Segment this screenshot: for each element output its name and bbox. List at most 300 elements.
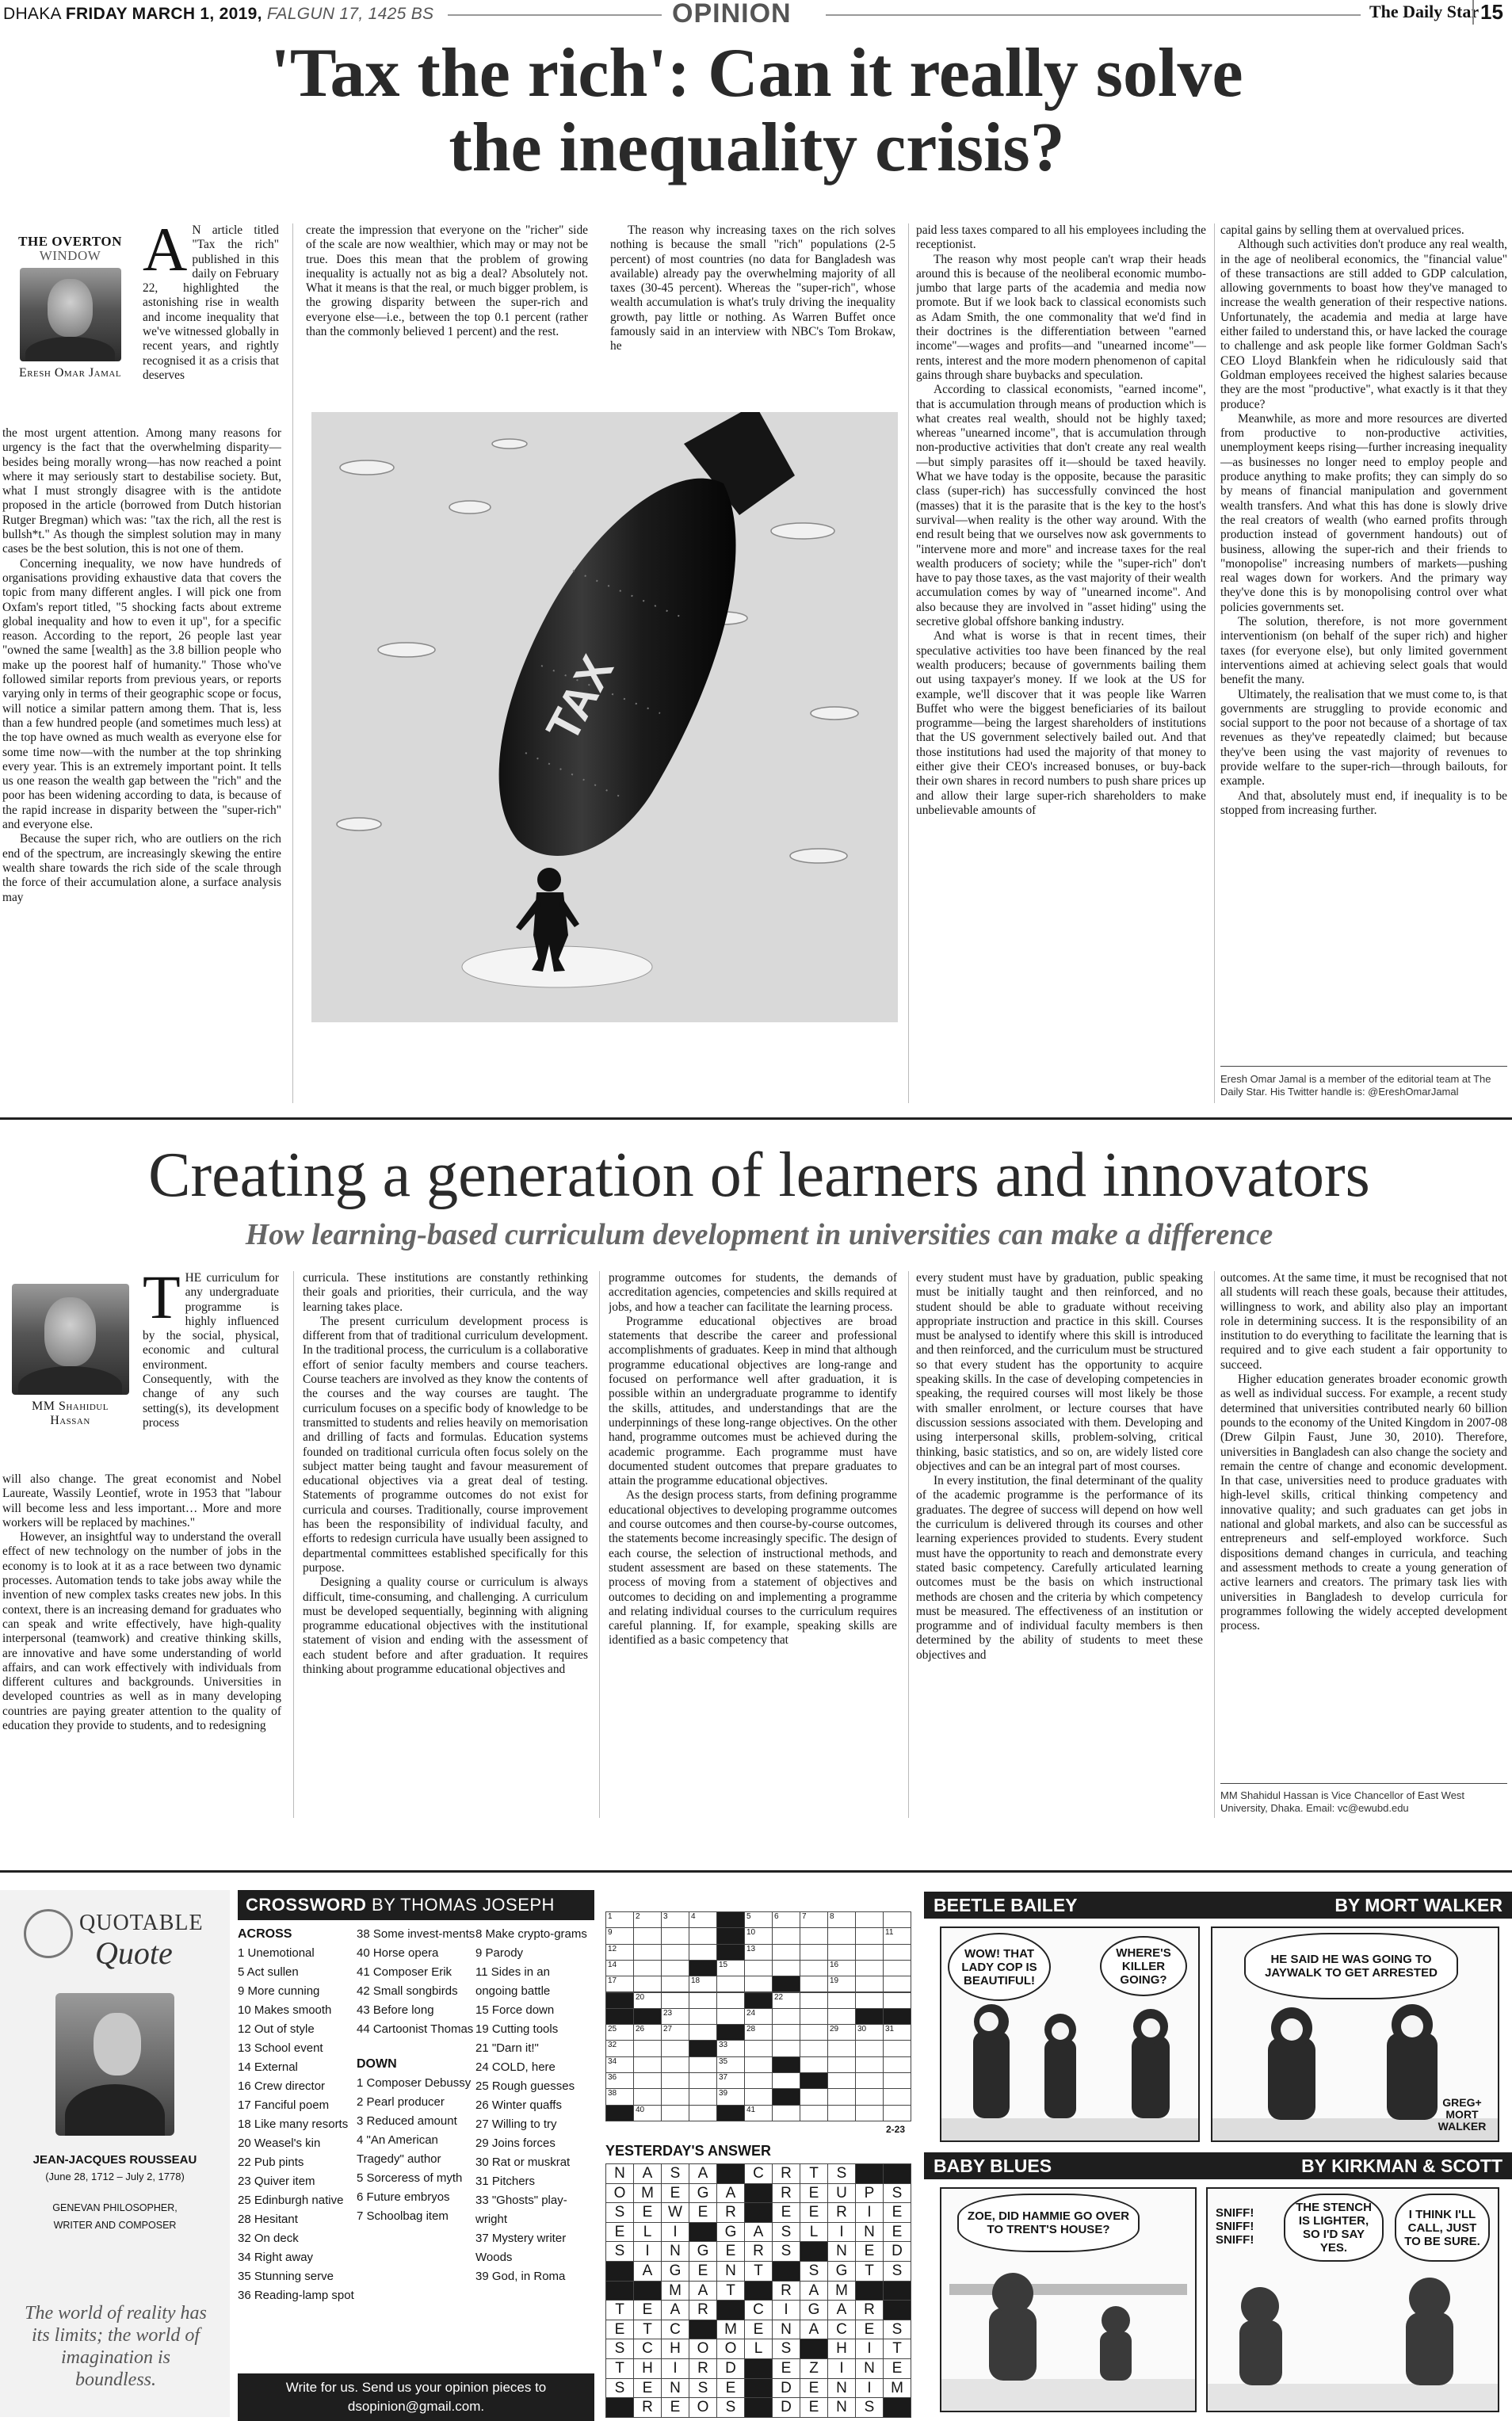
paragraph: As the design process starts, from defining programme educational objectives to developing programme outcomes and course outcomes and then course-by-course outcomes, the statements become increasingly specific. The design of each course, the selection of instructional methods, and student assessment are based on these statements. The process of moving from a statement of objectives and outcomes to deciding on and implementing a programme and relating individual courses to the curriculum requires careful planning. If, for example, speaking skills are identified as a basic competency that xyxy=(609,1488,897,1648)
grid-block xyxy=(633,2008,662,2025)
header-date: FRIDAY MARCH 1, 2019, xyxy=(65,5,262,23)
crossword-clue: 22 Pub pints xyxy=(238,2156,304,2169)
answer-letter: N xyxy=(772,2320,800,2340)
grid-cell xyxy=(855,1976,884,1992)
answer-letter: E xyxy=(800,2183,828,2204)
article1-col3 xyxy=(610,223,895,398)
grid-cell xyxy=(661,2088,689,2105)
article2-intro-text: HE curriculum for any undergraduate programme is highly influenced by the social, physical, economic and cultural environment. Consequently, with the change of any such setting(s), its development process xyxy=(143,1271,279,1430)
answer-letter: S xyxy=(883,2183,911,2204)
column-kicker: THE OVERTON xyxy=(18,234,122,249)
answer-letter: H xyxy=(827,2339,856,2359)
yesterday-answer-label: YESTERDAY'S ANSWER xyxy=(605,2143,771,2159)
answer-letter: C xyxy=(661,2320,689,2340)
answer-letter: R xyxy=(633,2397,662,2418)
column-separator xyxy=(1214,1271,1215,1818)
grid-cell xyxy=(772,2024,800,2041)
grid-cell xyxy=(800,2088,828,2105)
answer-letter: A xyxy=(661,2300,689,2320)
crossword-clue: 37 Mystery writer Woods xyxy=(475,2232,567,2264)
grid-cell xyxy=(633,1960,662,1976)
crossword-clue: 10 Makes smooth xyxy=(238,2003,332,2017)
crossword-clue: 43 Before long xyxy=(357,2003,434,2017)
answer-letter: U xyxy=(827,2183,856,2204)
crossword-clue: 36 Reading-lamp spot xyxy=(238,2289,354,2302)
grid-cell: 39 xyxy=(716,2088,745,2105)
down-clues-continued xyxy=(475,1925,594,2286)
article2-author-credit: MM Shahidul Hassan is Vice Chancellor of East West University, Dhaka. Email: vc@ewubd.edu xyxy=(1220,1789,1465,1814)
answer-letter: S xyxy=(855,2397,884,2418)
grid-cell xyxy=(883,2072,911,2089)
grid-block xyxy=(689,2040,717,2056)
grid-cell: 24 xyxy=(744,2008,773,2025)
grid-cell: 40 xyxy=(633,2105,662,2121)
crossword-clue: 42 Small songbirds xyxy=(357,1984,458,1998)
article2-author-box xyxy=(5,1284,136,1428)
paragraph: Designing a quality course or curriculum is always difficult, time-consuming, and challenging. A curriculum must be developed sequentially, beginning with aligning programme educational objectives with the institutional statement of vision and ending with the assessment of each student before and after graduation. It requires thinking about programme educational objectives and xyxy=(303,1575,588,1677)
beetle-bailey-header xyxy=(924,1892,1512,1919)
paragraph: Although such activities don't produce any real wealth, in the age of neoliberal economics, the "financial value" of these transactions are still added to GDP calculation, allowing governments to boast how they've managed to increase the wealth generation of their respective nations. Unfortunately, the academia and media at large have either failed to understand this, or have lacked the courage to challenge and ask people like former Goldman Sach's CEO Lloyd Blankfein when he ridiculously said that Goldman employees received the highest salaries because they are the most "productive", what exactly is it that they produce? xyxy=(1220,238,1507,411)
answer-letter: E xyxy=(661,2183,689,2204)
grid-cell xyxy=(744,1960,773,1976)
answer-letter: G xyxy=(716,2222,745,2243)
paragraph: The reason why most people can't wrap their heads around this is because of the neoliberal economic mumbo-jumbo that large parts of the academia and media now promote. But if we look back to classical economists such as Adam Smith, the one commonality that we'd find in their doctrines is the differentiation between "earned income"—wages and profits—and "unearned income"—rents, interest and the more modern phenomenon of capital gains through share buybacks and speculation. xyxy=(916,252,1206,382)
answer-letter: N xyxy=(716,2261,745,2282)
grid-cell: 1 xyxy=(605,1911,634,1928)
grid-cell: 14 xyxy=(605,1960,634,1976)
paragraph: the most urgent attention. Among many reasons for urgency is the fact that the overwhelming disparity—besides being morally wrong—has now reached a point where it may seriously start to destabilise society. But, what I must strongly disagree with is the antidote proposed in the article (borrowed from Dutch historian Rutger Bregman) which was: "tax the rich, all the rest is bullsh*t." As though the simplest solution may in many cases be the best solution, this is not one of them. xyxy=(2,426,281,556)
answer-letter: Z xyxy=(800,2358,828,2379)
grid-cell xyxy=(689,2072,717,2089)
crossword-clue: 27 Willing to try xyxy=(475,2117,557,2131)
answer-letter: L xyxy=(744,2339,773,2359)
answer-letter: R xyxy=(855,2300,884,2320)
answer-letter: E xyxy=(883,2222,911,2243)
answer-letter: I xyxy=(855,2378,884,2399)
answer-letter: A xyxy=(800,2320,828,2340)
answer-letter: A xyxy=(800,2281,828,2301)
answer-letter: N xyxy=(855,2358,884,2379)
column-kicker-sub: WINDOW xyxy=(39,248,101,263)
comic-title: BABY BLUES xyxy=(934,2156,1052,2176)
comic-author: BY KIRKMAN & SCOTT xyxy=(1301,2156,1502,2176)
answer-letter: L xyxy=(633,2222,662,2243)
grid-cell xyxy=(827,2008,856,2025)
grid-cell xyxy=(800,1927,828,1944)
answer-letter: S xyxy=(827,2163,856,2184)
answer-block xyxy=(855,2163,884,2184)
grid-cell: 17 xyxy=(605,1976,634,1992)
answer-letter: A xyxy=(716,2183,745,2204)
column-separator xyxy=(292,223,293,1103)
crossword-clue: 21 "Darn it!" xyxy=(475,2041,539,2055)
answer-letter: T xyxy=(633,2320,662,2340)
grid-cell xyxy=(800,1960,828,1976)
grid-block xyxy=(716,2105,745,2121)
paragraph: According to classical economists, "earned income", that is accumulation through means of production which is what creates real wealth, should not be highly taxed; whereas "unearned income", that is accumulation through non-productive activities that don't create any real wealth—but simply parasites off it—should be taxed heavily. What we have today is the opposite, because the parasitic class (super-rich) has successfully convinced the host (masses) that it is the parasite that is the key to the host's survival—when reality is the other way around. With the end result being that we ourselves now ask governments to "intervene more and more" and increase taxes for the real wealth producers of society; while the "super-rich" don't have to pay those taxes, as the vast majority of their wealth accumulation comes by way of "unearned income". And also because they are involved in "asset hiding" using the secretive global offshore banking industry. xyxy=(916,383,1206,629)
crossword-clue: 11 Sides in an ongoing battle xyxy=(475,1965,551,1998)
answer-letter: C xyxy=(744,2300,773,2320)
answer-letter: L xyxy=(800,2222,828,2243)
page-number: 15 xyxy=(1472,0,1503,25)
baby-panel-2 xyxy=(1206,2187,1499,2412)
grid-cell: 29 xyxy=(827,2024,856,2041)
speech-bubble: ZOE, DID HAMMIE GO OVER TO TRENT'S HOUSE? xyxy=(957,2194,1140,2252)
column-separator xyxy=(293,1271,294,1818)
speech-bubble: WHERE'S KILLER GOING? xyxy=(1100,1936,1187,1996)
grid-cell: 10 xyxy=(744,1927,773,1944)
grid-block xyxy=(744,1992,773,2009)
column-separator xyxy=(908,1271,909,1818)
paragraph: Ultimately, the realisation that we must come to, is that governments are struggling to provide economic and social support to the poor not because of a shortage of tax revenues as they've repeatedly claimed; but because they've been using the vast majority of revenues to provide welfare to the super-rich—through bailouts, for example. xyxy=(1220,687,1507,789)
crossword-panel xyxy=(238,1890,594,2417)
answer-letter: E xyxy=(772,2202,800,2223)
grid-cell xyxy=(883,1944,911,1961)
crossword-clue: 9 Parody xyxy=(475,1946,524,1960)
answer-block xyxy=(716,2300,745,2320)
answer-letter: E xyxy=(800,2378,828,2399)
answer-letter: I xyxy=(633,2241,662,2262)
article1-intro-text: N article titled "Tax the rich" published in this daily on February 22, highlighted the astonishing rise in wealth and income inequality that we've witnessed globally in recent years, and rightly recognised it as a crisis that deserves xyxy=(143,223,279,382)
answer-letter: O xyxy=(605,2183,634,2204)
crossword-clue: 14 External xyxy=(238,2060,298,2074)
grid-cell xyxy=(855,1944,884,1961)
answer-letter: N xyxy=(661,2241,689,2262)
quote-person: JEAN-JACQUES ROUSSEAU xyxy=(32,2153,197,2167)
answer-letter: E xyxy=(605,2222,634,2243)
answer-letter: I xyxy=(827,2358,856,2379)
grid-cell: 36 xyxy=(605,2072,634,2089)
answer-letter: A xyxy=(633,2163,662,2184)
article2-col1-intro xyxy=(143,1271,279,1471)
grid-block xyxy=(772,2088,800,2105)
answer-letter: S xyxy=(689,2378,717,2399)
grid-cell xyxy=(772,1944,800,1961)
column-separator xyxy=(599,1271,600,1818)
crossword-clue: 8 Make crypto-grams xyxy=(475,1927,587,1941)
answer-letter: W xyxy=(661,2202,689,2223)
section-label: OPINION xyxy=(672,0,792,29)
answer-letter: R xyxy=(689,2358,717,2379)
masthead-paper-name: The Daily Star xyxy=(1369,2,1480,21)
answer-letter: S xyxy=(772,2241,800,2262)
grid-cell xyxy=(633,2088,662,2105)
grid-cell xyxy=(772,1960,800,1976)
grid-cell: 25 xyxy=(605,2024,634,2041)
grid-cell xyxy=(716,1992,745,2009)
article1-headline-line1: 'Tax the rich': Can it really solve xyxy=(270,35,1243,112)
grid-cell xyxy=(744,2056,773,2073)
grid-cell xyxy=(661,2040,689,2056)
tax-bomb-illustration xyxy=(311,412,898,1022)
answer-letter: R xyxy=(744,2241,773,2262)
answer-letter: O xyxy=(716,2339,745,2359)
answer-letter: M xyxy=(827,2281,856,2301)
answer-letter: N xyxy=(827,2241,856,2262)
article1-col4 xyxy=(916,223,1206,1095)
grid-cell xyxy=(689,2024,717,2041)
article1-author-credit: Eresh Omar Jamal is a member of the editorial team at The Daily Star. His Twitter handle is: @EreshOmarJamal xyxy=(1220,1073,1491,1098)
grid-cell: 31 xyxy=(883,2024,911,2041)
grid-cell xyxy=(855,1911,884,1928)
grid-cell xyxy=(772,2105,800,2121)
crossword-title: CROSSWORD xyxy=(246,1895,367,1915)
answer-letter: O xyxy=(689,2397,717,2418)
grid-cell xyxy=(661,1927,689,1944)
grid-block xyxy=(605,2105,634,2121)
answer-letter: R xyxy=(827,2202,856,2223)
answer-letter: D xyxy=(772,2397,800,2418)
crossword-clue: 35 Stunning serve xyxy=(238,2270,334,2283)
grid-cell: 37 xyxy=(716,2072,745,2089)
grid-cell xyxy=(827,2105,856,2121)
answer-letter: S xyxy=(605,2378,634,2399)
yesterday-answer-grid xyxy=(605,2163,913,2417)
quote-role-line2: WRITER AND COMPOSER xyxy=(53,2220,177,2231)
grid-block xyxy=(716,1911,745,1928)
answer-block xyxy=(744,2202,773,2223)
grid-block xyxy=(605,1992,634,2009)
grid-cell xyxy=(772,2008,800,2025)
answer-letter: A xyxy=(689,2281,717,2301)
footer-email: dsopinion@gmail.com. xyxy=(347,2399,485,2414)
crossword-header xyxy=(238,1890,594,1920)
beetle-panel-1 xyxy=(940,1926,1200,2142)
crossword-clue: 5 Sorceress of myth xyxy=(357,2171,463,2185)
comic-author: BY MORT WALKER xyxy=(1334,1895,1502,1915)
paragraph: Concerning inequality, we now have hundreds of organisations providing exhaustive data that covers the topic from many different angles. I will pick one from Oxfam's report titled, "5 shocking facts about extreme global inequality and how to even it up", for a specific reason. According to the report, 26 people last year "owned the same [wealth] as the 3.8 billion people who make up the poorest half of humanity." Those who've followed similar reports from previous years, or reports varying only in terms of their geographic scope or focus, will notice a similar pattern among them. That is, less than a few hundred people (and sometimes much less) at the top have owned as much wealth as everyone else for some time now—with the number at the top shrinking every year. This is an extremely important point. It tells us one reason the wealth gap between the "rich" and the poor has been widening according to data, is because of the rapid increase in disparity between the "super-rich" and everyone else. xyxy=(2,556,281,832)
answer-letter: G xyxy=(689,2183,717,2204)
artist-signature: GREG+ MORT WALKER xyxy=(1438,2096,1487,2133)
article2-col3 xyxy=(609,1271,897,1815)
answer-letter: I xyxy=(827,2222,856,2243)
crossword-footer xyxy=(238,2373,594,2421)
bomb-label: TAX xyxy=(536,647,624,750)
answer-letter: O xyxy=(689,2339,717,2359)
drop-cap: T xyxy=(143,1271,181,1331)
author-photo xyxy=(12,1284,129,1395)
grid-cell: 28 xyxy=(744,2024,773,2041)
grid-cell: 23 xyxy=(661,2008,689,2025)
crossword-clue: 39 God, in Roma xyxy=(475,2270,566,2283)
answer-letter: E xyxy=(855,2241,884,2262)
answer-letter: S xyxy=(772,2339,800,2359)
grid-cell xyxy=(827,2072,856,2089)
grid-cell xyxy=(716,1976,745,1992)
grid-cell xyxy=(633,1944,662,1961)
answer-letter: N xyxy=(605,2163,634,2184)
article1-col2 xyxy=(306,223,588,398)
crossword-clue: 4 "An American Tragedy" author xyxy=(357,2133,441,2166)
grid-cell xyxy=(744,2072,773,2089)
grid-cell xyxy=(883,2040,911,2056)
baby-panel-2-art xyxy=(1208,2265,1498,2411)
grid-cell xyxy=(883,1992,911,2009)
article1-col1-intro xyxy=(143,223,279,425)
crossword-clue: 30 Rat or muskrat xyxy=(475,2156,571,2169)
answer-letter: C xyxy=(633,2339,662,2359)
answer-letter: T xyxy=(883,2339,911,2359)
paragraph: outcomes. At the same time, it must be recognised that not all students will reach these goals, because their attitudes, willingness to work, and ability also play an important role in determining success. It is the responsibility of an institution to do everything to facilitate the learning that is required and to give each student a fair opportunity to succeed. xyxy=(1220,1271,1507,1372)
answer-letter: E xyxy=(661,2397,689,2418)
grid-cell: 30 xyxy=(855,2024,884,2041)
crossword-clue: 32 On deck xyxy=(238,2232,299,2245)
answer-block xyxy=(883,2397,911,2418)
crossword-clue: 31 Pitchers xyxy=(475,2175,536,2188)
grid-cell xyxy=(855,2056,884,2073)
answer-block xyxy=(744,2281,773,2301)
answer-letter: E xyxy=(605,2320,634,2340)
grid-cell: 41 xyxy=(744,2105,773,2121)
bottom-divider xyxy=(0,1870,1512,1873)
answer-letter: D xyxy=(883,2241,911,2262)
article1-author-box xyxy=(5,235,136,380)
crossword-clue: 20 Weasel's kin xyxy=(238,2137,321,2150)
answer-letter: S xyxy=(605,2241,634,2262)
grid-cell xyxy=(800,2024,828,2041)
answer-block xyxy=(605,2281,634,2301)
answer-letter: E xyxy=(744,2320,773,2340)
header-rule-left xyxy=(448,14,662,16)
answer-letter: T xyxy=(716,2281,745,2301)
baby-blues-strip xyxy=(924,2152,1512,2255)
grid-cell: 5 xyxy=(744,1911,773,1928)
column-separator xyxy=(1214,223,1215,1103)
quote-role xyxy=(0,2199,230,2234)
author-name-line1: MM Shahidul xyxy=(32,1400,109,1413)
answer-letter: A xyxy=(827,2300,856,2320)
credit-rule xyxy=(1220,1066,1507,1067)
grid-cell xyxy=(744,2088,773,2105)
credit-rule xyxy=(1220,1783,1507,1784)
beetle-bailey-strip xyxy=(924,1892,1512,2133)
grid-cell xyxy=(661,2105,689,2121)
beetle-panel-2 xyxy=(1211,1926,1499,2142)
quotable-subtitle: Quote xyxy=(95,1935,173,1971)
answer-letter: R xyxy=(772,2281,800,2301)
grid-cell xyxy=(855,1927,884,1944)
answer-letter: I xyxy=(855,2202,884,2223)
answer-letter: G xyxy=(661,2261,689,2282)
crossword-date-code: 2-23 xyxy=(886,2124,906,2135)
answer-letter: E xyxy=(716,2378,745,2399)
answer-letter: E xyxy=(772,2358,800,2379)
answer-letter: E xyxy=(689,2202,717,2223)
article1-col1 xyxy=(2,426,281,1094)
paragraph: Programme educational objectives are broad statements that describe the career and professional accomplishments of graduates. Keep in mind that although programme educational objectives are long-range and focused on performance well after graduation, it is possible within an undergraduate programme to identify the skills, attitudes, and understandings that are the underpinnings of these long-range objectives. On the other hand, programme outcomes must be achieved during the academic programme. Each programme must have documented student outcomes that prepare graduates to attain the programme educational objectives. xyxy=(609,1314,897,1488)
answer-letter: S xyxy=(661,2163,689,2184)
answer-letter: D xyxy=(772,2378,800,2399)
speech-bubble: THE STENCH IS LIGHTER, SO I'D SAY YES. xyxy=(1284,2194,1384,2262)
grid-cell xyxy=(827,1944,856,1961)
grid-cell xyxy=(689,1944,717,1961)
grid-cell xyxy=(800,2008,828,2025)
author-photo xyxy=(20,268,121,361)
answer-letter: N xyxy=(827,2378,856,2399)
paragraph: Meanwhile, as more and more resources are diverted from productive to non-productive activities, unemployment keeps rising—further increasing inequality—as businesses no longer need to employ people and produce anything to make profits; they can simply do so by means of financial manipulation and government wealth transfers. And what this has done is slowly drive the real creators of wealth (who earned profits through production instead of government handouts) out of business, allowing the super-rich and their friends to "monopolise" increasing numbers of markets—pushing real wages down for workers. And the primary way they've done this is by monopolising control over what policies governments set. xyxy=(1220,411,1507,614)
crossword-clue: 1 Composer Debussy xyxy=(357,2076,472,2090)
article2-col2 xyxy=(303,1271,588,1815)
grid-cell xyxy=(689,2056,717,2073)
grid-block xyxy=(716,2024,745,2041)
paragraph: The solution, therefore, is not more government interventionism (on behalf of the super rich) and higher taxes (for everyone else), but only limited government interventions aimed at achieving select goals that would benefit the many. xyxy=(1220,615,1507,687)
grid-cell xyxy=(855,2105,884,2121)
quotable-title: QUOTABLE xyxy=(79,1911,204,1935)
crossword-clue: 19 Cutting tools xyxy=(475,2022,559,2036)
crossword-clue: 17 Fanciful poem xyxy=(238,2098,330,2112)
grid-cell xyxy=(661,2072,689,2089)
answer-letter: I xyxy=(661,2222,689,2243)
answer-letter: R xyxy=(716,2202,745,2223)
answer-letter: H xyxy=(661,2339,689,2359)
answer-block xyxy=(633,2281,662,2301)
grid-cell xyxy=(633,2056,662,2073)
answer-letter: A xyxy=(633,2261,662,2282)
answer-letter: T xyxy=(744,2261,773,2282)
grid-cell: 4 xyxy=(689,1911,717,1928)
grid-cell: 15 xyxy=(716,1960,745,1976)
crossword-clue: 12 Out of style xyxy=(238,2022,315,2036)
crossword-clue: 40 Horse opera xyxy=(357,1946,439,1960)
grid-cell: 8 xyxy=(827,1911,856,1928)
answer-block xyxy=(605,2261,634,2282)
grid-cell xyxy=(661,1992,689,2009)
answer-letter: A xyxy=(744,2222,773,2243)
answer-block xyxy=(883,2281,911,2301)
crossword-clue: 5 Act sullen xyxy=(238,1965,299,1979)
paragraph: create the impression that everyone on the "richer" side of the scale are now wealthier, which may or may not be true. Does this mean that the problem of growing inequality is actually not as big a deal? Absolutely not. What it means is that the real, or much bigger problem, is the growing disparity between the super-rich and everyone else—i.e., between the top 0.1 percent (rather than the commonly believed 1 percent) and the rest. xyxy=(306,223,588,339)
answer-block xyxy=(772,2261,800,2282)
grid-cell xyxy=(883,2056,911,2073)
grid-cell xyxy=(689,2105,717,2121)
paragraph: And what is worse is that in recent times, their speculative activities too have been financed by the real wealth producers; because of governments bailing them out using taxpayer's money. If we look at the US for example, we'll discover that it was people like Warren Buffet who were the biggest beneficiaries of its bailout programme—being the largest shareholders of institutions that the US government selectively bailed out. And that those institutions had used the majority of that money to either give their CEO's increased bonuses, or buy-back their own shares in record numbers to push share prices up and allow their large super-rich shareholders to make unbelievable amounts of xyxy=(916,629,1206,817)
answer-block xyxy=(855,2281,884,2301)
grid-cell xyxy=(883,1960,911,1976)
crossword-clue: 44 Cartoonist Thomas xyxy=(357,2022,474,2036)
grid-cell xyxy=(772,2040,800,2056)
crossword-grid xyxy=(605,1911,913,2121)
article2-col1 xyxy=(2,1472,281,1815)
grid-cell: 19 xyxy=(827,1976,856,1992)
crossword-clue: 15 Force down xyxy=(475,2003,555,2017)
grid-block xyxy=(772,1976,800,1992)
answer-block xyxy=(744,2378,773,2399)
answer-letter: I xyxy=(772,2300,800,2320)
paragraph: The present curriculum development process is different from that of traditional curriculum development. In the traditional process, the curriculum is a collaborative effort of senior faculty members and course teachers. Course teachers are involved as they know the contents of the courses and the way courses are taught. The curriculum focuses on a specific body of knowledge to be transmitted to students and relies heavily on memorisation and drilling of facts and formulas. Education systems founded on traditional curricula often focus solely on the subject matter being taught and favour measurement of educational objectives via a great deal of testing. Statements of programme outcomes do not exist for curricula and courses. Traditionally, course improvement has been the responsibility of individual faculty, and efforts to redesign curricula have usually been assigned to departmental committees established specifically for this purpose. xyxy=(303,1314,588,1575)
answer-block xyxy=(716,2163,745,2184)
crossword-clue: 18 Like many resorts xyxy=(238,2117,349,2131)
author-name: Eresh Omar Jamal xyxy=(18,366,122,380)
grid-cell: 26 xyxy=(633,2024,662,2041)
grid-cell xyxy=(827,2088,856,2105)
grid-cell: 3 xyxy=(661,1911,689,1928)
baby-blues-header xyxy=(924,2152,1512,2179)
speech-bubble: I THINK I'LL CALL, JUST TO BE SURE. xyxy=(1395,2194,1490,2262)
answer-letter: E xyxy=(689,2261,717,2282)
author-name-line2: Hassan xyxy=(50,1414,90,1427)
answer-block xyxy=(689,2222,717,2243)
answer-letter: R xyxy=(772,2183,800,2204)
answer-letter: E xyxy=(800,2397,828,2418)
answer-letter: T xyxy=(605,2358,634,2379)
comic-title: BEETLE BAILEY xyxy=(934,1895,1078,1915)
answer-letter: T xyxy=(855,2261,884,2282)
crossword-clue: 33 "Ghosts" play-wright xyxy=(475,2194,567,2226)
answer-block xyxy=(605,2397,634,2418)
paragraph: programme outcomes for students, the demands of accreditation agencies, competencies and skills required at jobs, and how a teacher can facilitate the learning process. xyxy=(609,1271,897,1314)
answer-letter: D xyxy=(716,2358,745,2379)
crossword-clue: 24 COLD, here xyxy=(475,2060,556,2074)
